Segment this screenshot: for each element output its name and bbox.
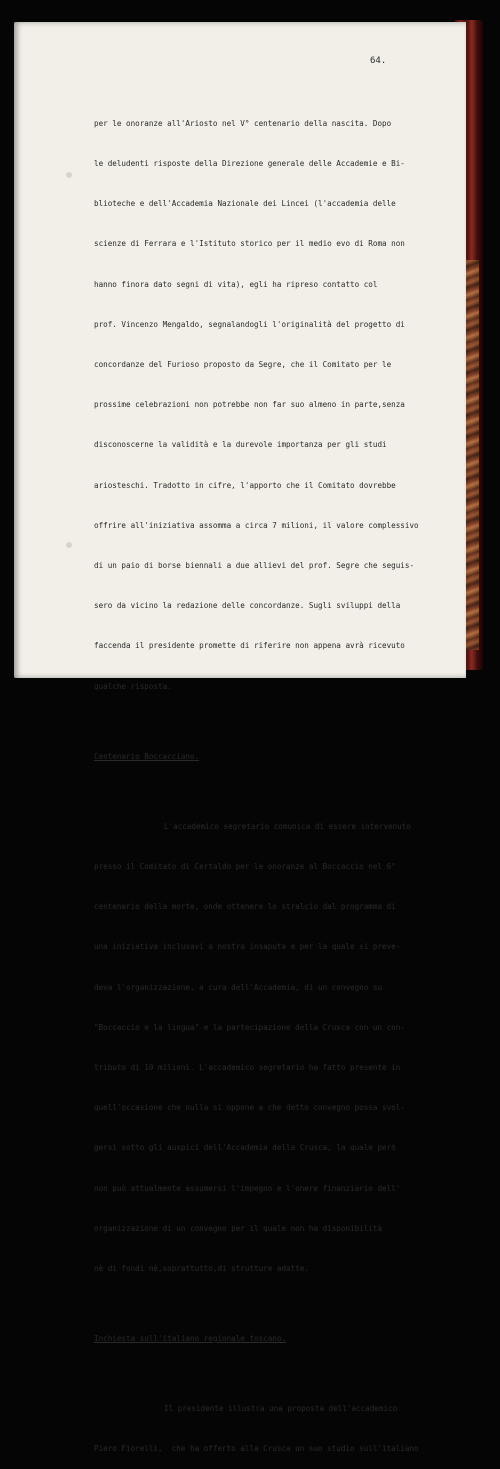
text-line: nè di fondi nè,soprattutto,di strutture adatte. bbox=[94, 1263, 309, 1273]
section-heading-inchiesta: Inchiesta sull'italiano regionale toscano. bbox=[94, 1333, 287, 1343]
text-line: blioteche e dell'Accademia Nazionale dei Lincei (l'accademia delle bbox=[94, 199, 396, 209]
text-line: qualche risposta. bbox=[94, 681, 172, 691]
text-line: prof. Vincenzo Mengaldo, segnalandogli l'originalità del progetto di bbox=[94, 319, 405, 329]
text-line: presso il Comitato di Certaldo per le onoranze al Boccaccio nel 6° bbox=[94, 861, 396, 871]
text-line: non può attualmente assumersi l'impegno e l'onere finanziario dell' bbox=[94, 1183, 401, 1193]
text-line: una iniziativa inclusavi a nostra insaputa e per la quale si preve- bbox=[94, 942, 401, 952]
text-line: faccenda il presidente promette di riferire non appena avrà ricevuto bbox=[94, 641, 405, 651]
text-line: prossime celebrazioni non potrebbe non far suo almeno in parte,senza bbox=[94, 400, 405, 410]
text-line: hanno finora dato segni di vita), egli ha ripreso contatto col bbox=[94, 279, 378, 289]
punch-hole bbox=[66, 172, 72, 178]
text-line: concordanze del Furioso proposto da Segre, che il Comitato per le bbox=[94, 360, 392, 370]
text-line: quell'occasione che nulla si oppone a che detto convegno possa svol- bbox=[94, 1103, 405, 1113]
text-line: gersi sotto gli auspici dell'Accademia della Crusca, la quale però bbox=[94, 1143, 396, 1153]
text-line: deva l'organizzazione, a cura dell'Accademia, di un convegno su bbox=[94, 982, 383, 992]
text-line: sero da vicino la redazione delle concordanze. Sugli sviluppi della bbox=[94, 601, 401, 611]
text-line: per le onoranze all'Ariosto nel V° centenario della nascita. Dopo bbox=[94, 118, 392, 128]
page-number: 64. bbox=[370, 56, 387, 66]
text-line: di un paio di borse biennali a due allievi del prof. Segre che seguis- bbox=[94, 561, 415, 571]
text-line: L'accademico segretario comunica di essere intervenuto bbox=[164, 821, 411, 831]
punch-hole bbox=[66, 542, 72, 548]
text-line: organizzazione di un convegno per il quale non ha disponibilità bbox=[94, 1223, 383, 1233]
section-heading-boccaccio: Centenario Boccacciano. bbox=[94, 751, 200, 761]
text-line: centenario della morte, onde ottenere lo stralcio dal programma di bbox=[94, 902, 396, 912]
text-line: Piero Fiorelli, che ha offerto alla Crusca un suo studio sull'italiano bbox=[94, 1444, 419, 1454]
text-line: le deludenti risposte della Direzione generale delle Accademie e Bi- bbox=[94, 159, 405, 169]
text-line: "Boccaccio e la lingua" e la partecipazione della Crusca con un con- bbox=[94, 1022, 405, 1032]
text-line: scienze di Ferrara e l'Istituto storico per il medio evo di Roma non bbox=[94, 239, 405, 249]
text-line: tributo di 10 milioni. L'accademico segretario ha fatto presente in bbox=[94, 1062, 401, 1072]
text-line: disconoscerne la validità e la durevole importanza per gli studi bbox=[94, 440, 387, 450]
text-line: Il presidente illustra una proposta dell'accademico bbox=[164, 1403, 398, 1413]
text-line: offrire all'iniziativa assomma a circa 7 milioni, il valore complessivo bbox=[94, 520, 419, 530]
text-line: ariosteschi. Tradotto in cifre, l'apporto che il Comitato dovrebbe bbox=[94, 480, 396, 490]
typewritten-text bbox=[94, 90, 464, 1469]
